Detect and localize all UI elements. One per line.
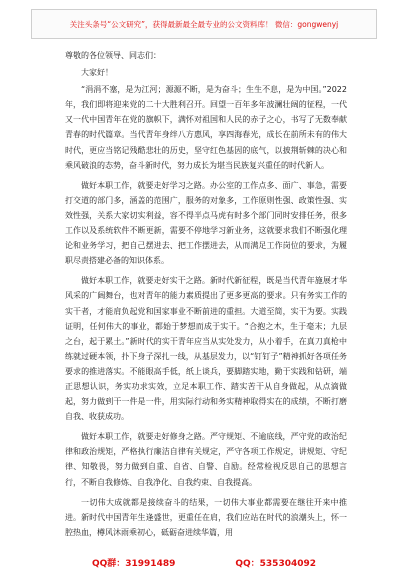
greeting: 大家好！: [81, 68, 113, 78]
paragraph-intro: “涓涓不塞，是为江河；源源不断，是为奋斗；生生不息，是为中国。”2022年，我们即将迎来党的二十大胜利召开。回望一百年多年波澜壮阔的征程，一代又一代中国青年在党的旗帜下，满怀对祖国和人民的赤子之心，书写了无数奉献青春的时代篇章。当代青年身绊八方惠风，享四海春光，成长在前所未有的伟大时代，更应当铭记残酷悲壮的历史，坚守红色基因的底气，以披荆斩棘的决心和乘风破浪的态势，奋斗新时代，努力成长为堪当民族复兴重任的时代新人。: [65, 85, 347, 170]
header-banner-area: [0, 4, 408, 44]
header-banner: 关注头条号“公文研究”，获得最新最全最专业的公文资料库！ 微信：gongwenyj: [31, 9, 377, 39]
salutation: 尊敬的各位领导、同志们：: [65, 51, 161, 60]
paragraph-practice: 做好本职工作，就要走好实干之路。新时代新征程，既是当代青年施展才华风采的广阔舞台，也对青年的能力素质提出了更多更高的要求。只有务实工作的实干者，才能肩负起党和国家事业不断前进的重担。大道至简，实干为要。实践证明，任何伟大的事业，都始于梦想而成于实干。“合抱之木，生于毫末；九层之台，起于累土。”新时代的实干青年应当从实处发力，从小着手，在真刀真枪中练就过硬本领，扑下身子深扎一线，从基层发力，以“钉钉子”精神抓好各项任务要求的推进落实。不能眼高手低，纸上谈兵，要脚踏实地，勤于实践和钻研，端正思想认识，务实功求实效，立足本职工作、踏实苦干从自身做起，从点滴做起，努力做到干一件是一件，用实际行动和务实精神取得实在的成绩，不断打磨自我、收获成功。: [65, 276, 347, 422]
paragraph-self-cultivation: 做好本职工作，就要走好修身之路。严守规矩、不逾底线，严守党的政治纪律和政治规矩，严格执行廉洁自律有关规定，严守各项工作规定，讲规矩、守纪律、知敬畏，努力做到自重、自省、自警、自励。经常检视反思自己的思想言行，不断自我修炼、自我净化、自我约束、自我提高。: [65, 432, 347, 487]
paragraph-conclusion: 一切伟大成就都是接续奋斗的结果，一切伟大事业都需要在继往开来中推进。新时代中国青年生逢盛世，更重任在肩，我们应站在时代的浪潮头上，怀一腔热血，樽风沐雨乘初心，砥砺奋进续华篇，用: [65, 497, 347, 537]
footer-qq-group: QQ群：31991489: [91, 559, 176, 569]
footer-qq: QQ：535304092: [235, 559, 317, 569]
paragraph-study: 做好本职工作，就要走好学习之路。办公室的工作点多、面广、事急，需要打交道的部门多，涵盖的范围广，服务的对象多，工作原则性强、政策性强、实效性强，关系大家切实利益，容不得半点马虎有时多个部门同时安排任务，很多工作以及系统软件不断更新，需要不停地学习新业务，这就要求我们不断强化理论和业务学习，把自己摆进去、把工作摆进去，从而满足工作岗位的要求，为履职尽责搭建必备的知识体系。: [65, 180, 347, 266]
footer: [0, 556, 408, 576]
document-body: [65, 48, 347, 540]
